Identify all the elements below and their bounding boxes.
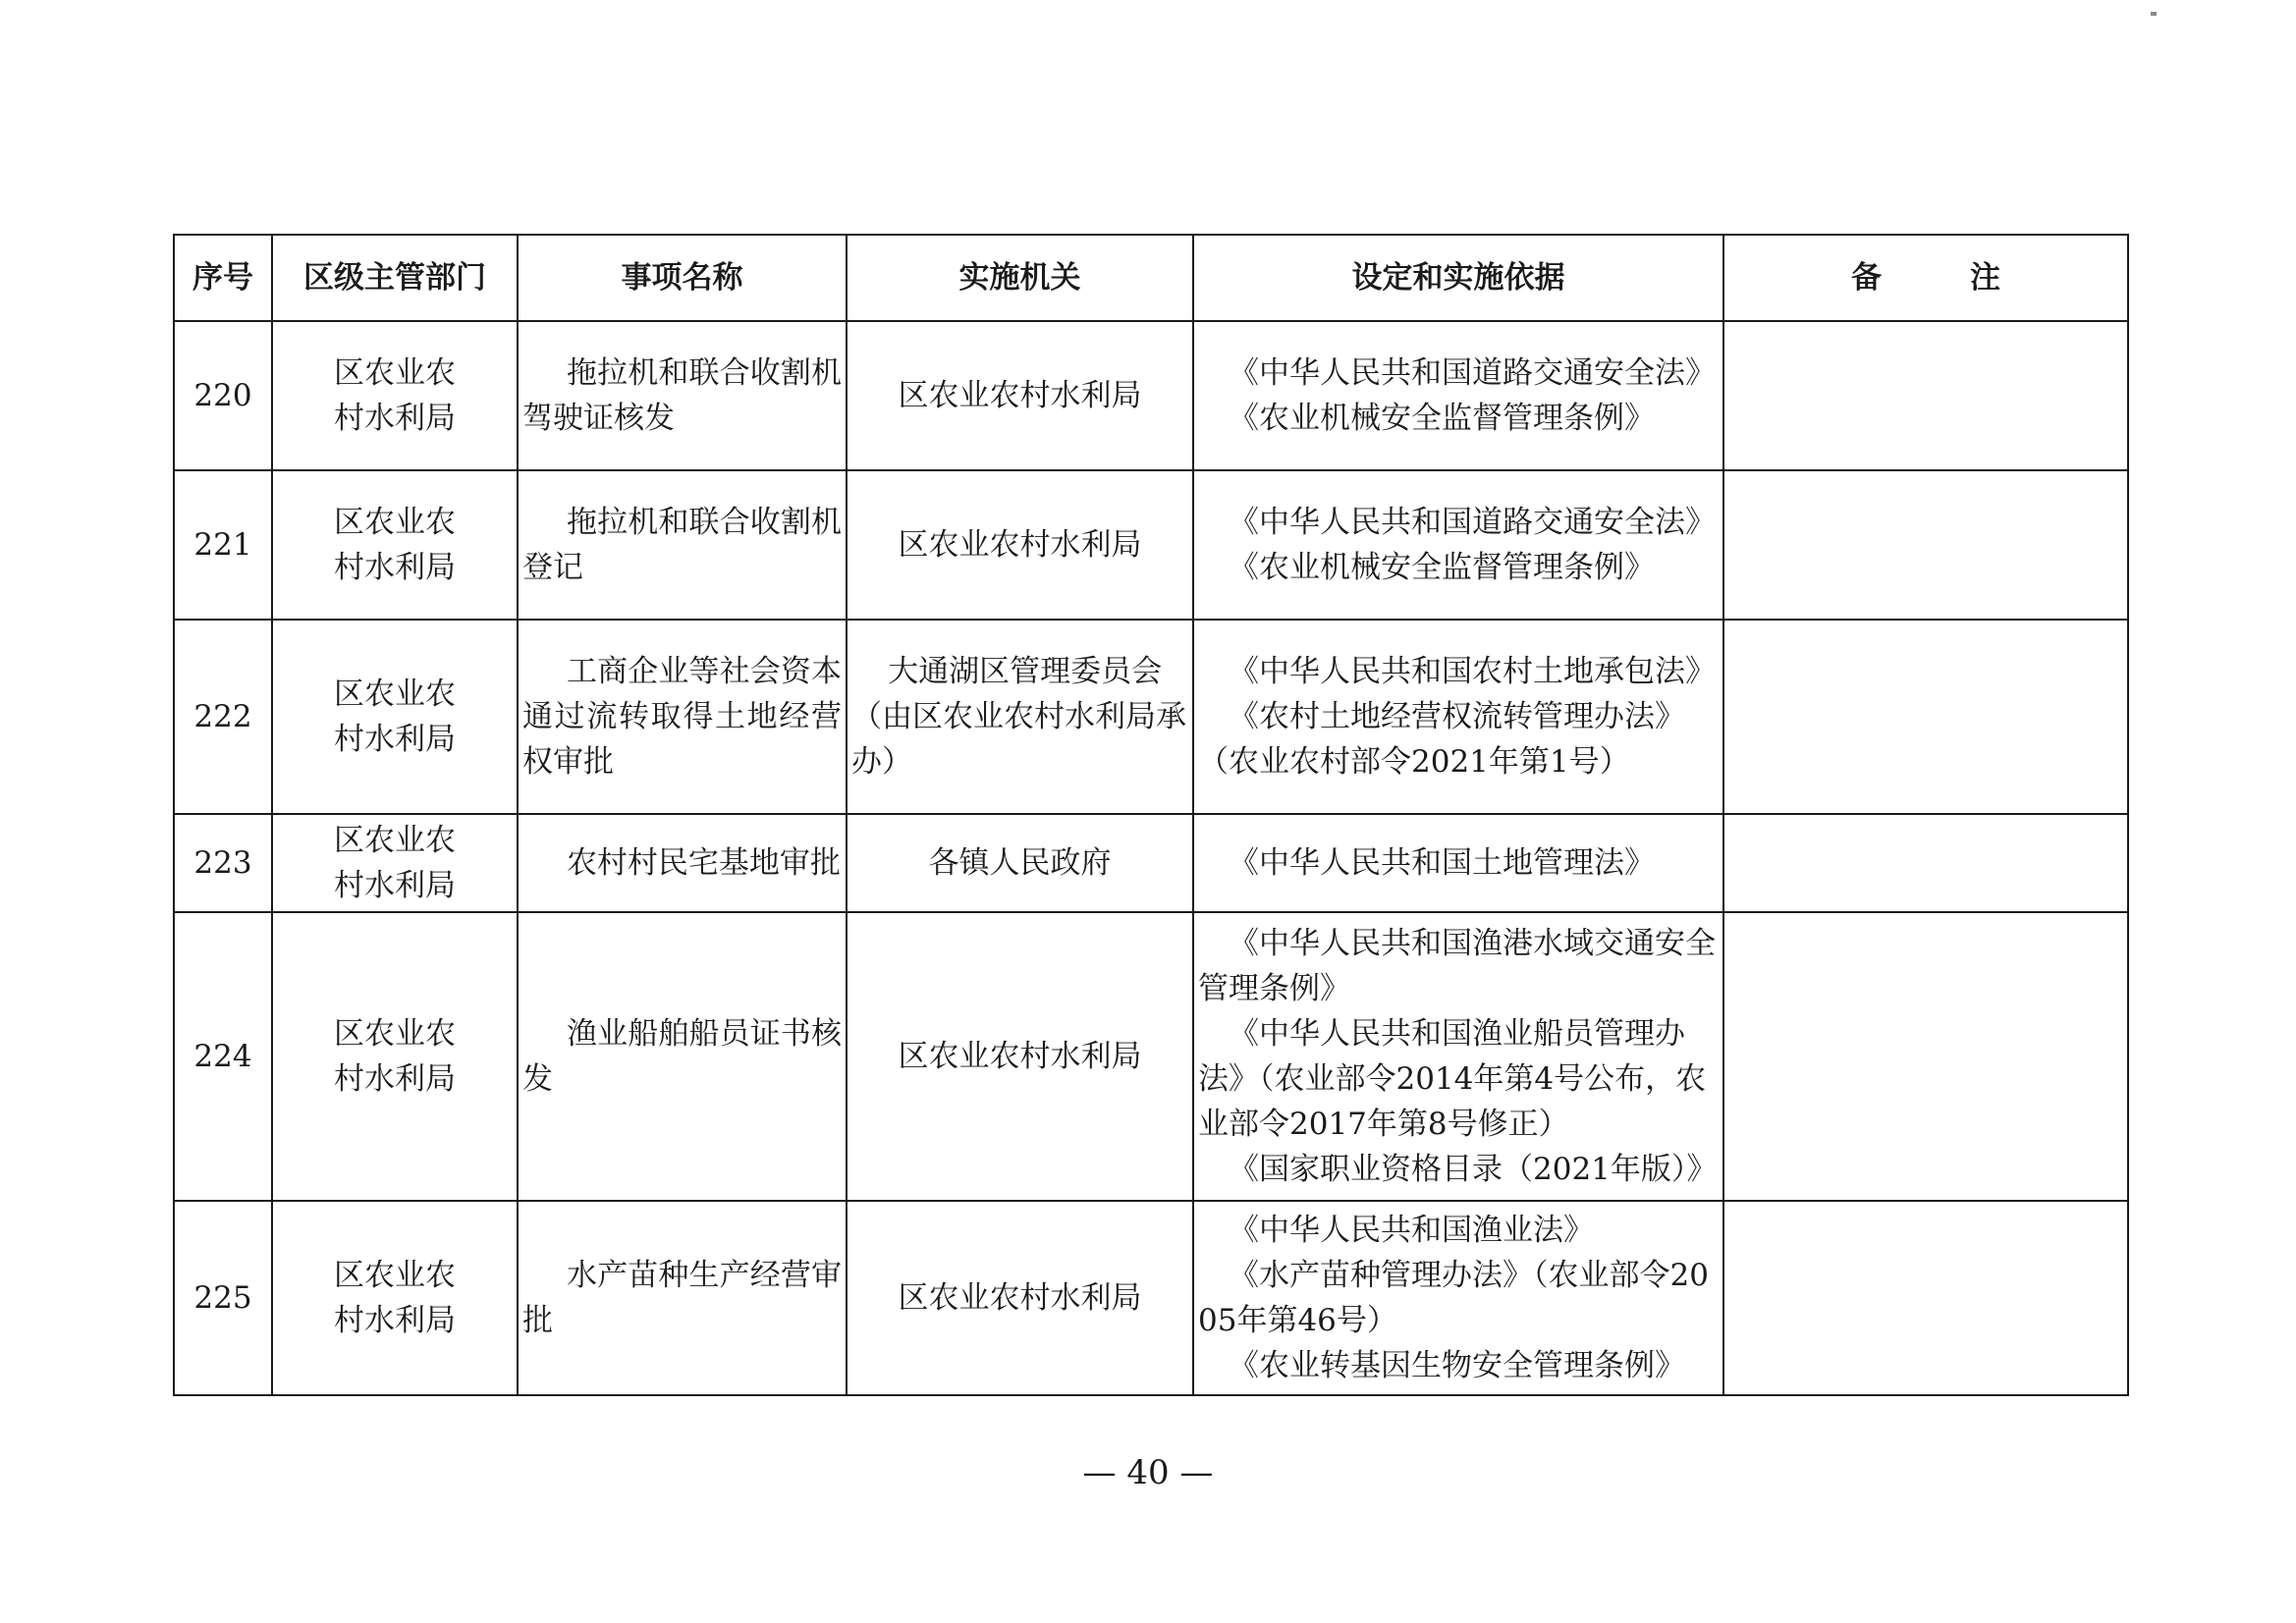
cell-basis bbox=[1193, 814, 1723, 912]
cell-seq: 223 bbox=[174, 814, 272, 912]
header-dept: 区级主管部门 bbox=[272, 235, 518, 321]
basis-line: 《中华人民共和国渔港水域交通安全管理条例》 bbox=[1198, 926, 1716, 1006]
cell-org: 区农业农村水利局 bbox=[847, 1201, 1193, 1395]
basis-line: 《农村土地经营权流转管理办法》（农业农村部令2021年第1号） bbox=[1198, 699, 1685, 780]
table-row bbox=[174, 321, 2128, 470]
items-table bbox=[173, 234, 2129, 1396]
table-header-row bbox=[174, 235, 2128, 321]
table-row bbox=[174, 470, 2128, 620]
cell-item: 拖拉机和联合收割机驾驶证核发 bbox=[518, 321, 847, 470]
basis-line: 《中华人民共和国土地管理法》 bbox=[1229, 845, 1655, 881]
table-row bbox=[174, 620, 2128, 814]
cell-remark bbox=[1723, 1201, 2128, 1395]
cell-item: 拖拉机和联合收割机登记 bbox=[518, 470, 847, 620]
cell-dept: 区农业农 村水利局 bbox=[272, 912, 518, 1201]
basis-line: 《中华人民共和国道路交通安全法》 bbox=[1229, 505, 1716, 540]
header-basis: 设定和实施依据 bbox=[1193, 235, 1723, 321]
cell-seq: 224 bbox=[174, 912, 272, 1201]
header-remark-a: 备 bbox=[1851, 260, 1882, 296]
cell-basis bbox=[1193, 912, 1723, 1201]
cell-org: 区农业农村水利局 bbox=[847, 321, 1193, 470]
cell-org: 大通湖区管理委员会（由区农业农村水利局承办） bbox=[847, 620, 1193, 814]
cell-basis bbox=[1193, 1201, 1723, 1395]
cell-item: 渔业船舶船员证书核发 bbox=[518, 912, 847, 1201]
cell-dept: 区农业农 村水利局 bbox=[272, 321, 518, 470]
cell-basis bbox=[1193, 321, 1723, 470]
cell-item: 工商企业等社会资本通过流转取得土地经营权审批 bbox=[518, 620, 847, 814]
basis-line: 《中华人民共和国农村土地承包法》 bbox=[1229, 654, 1716, 689]
basis-line: 《中华人民共和国道路交通安全法》 bbox=[1229, 355, 1716, 391]
cell-seq: 222 bbox=[174, 620, 272, 814]
cell-remark bbox=[1723, 814, 2128, 912]
cell-dept: 区农业农 村水利局 bbox=[272, 1201, 518, 1395]
basis-line: 《国家职业资格目录（2021年版）》 bbox=[1229, 1152, 1718, 1187]
cell-org: 区农业农村水利局 bbox=[847, 912, 1193, 1201]
header-remark bbox=[1723, 235, 2128, 321]
scan-mark bbox=[2151, 12, 2157, 16]
header-org: 实施机关 bbox=[847, 235, 1193, 321]
cell-dept: 区农业农 村水利局 bbox=[272, 814, 518, 912]
cell-seq: 225 bbox=[174, 1201, 272, 1395]
table-row bbox=[174, 912, 2128, 1201]
cell-remark bbox=[1723, 470, 2128, 620]
cell-dept: 区农业农 村水利局 bbox=[272, 470, 518, 620]
header-remark-b: 注 bbox=[1970, 260, 2000, 296]
cell-remark bbox=[1723, 912, 2128, 1201]
basis-line: 《农业转基因生物安全管理条例》 bbox=[1229, 1348, 1685, 1383]
basis-line: 《中华人民共和国渔业法》 bbox=[1229, 1213, 1594, 1248]
cell-item: 水产苗种生产经营审批 bbox=[518, 1201, 847, 1395]
cell-item: 农村村民宅基地审批 bbox=[518, 814, 847, 912]
header-seq: 序号 bbox=[174, 235, 272, 321]
cell-org: 区农业农村水利局 bbox=[847, 470, 1193, 620]
page-number: — 40 — bbox=[1082, 1453, 1214, 1492]
basis-line: 《中华人民共和国渔业船员管理办法》（农业部令2014年第4号公布，农业部令2017年第8号修正） bbox=[1198, 1016, 1707, 1142]
table-row bbox=[174, 814, 2128, 912]
basis-line: 《农业机械安全监督管理条例》 bbox=[1229, 401, 1655, 436]
cell-basis bbox=[1193, 470, 1723, 620]
cell-basis bbox=[1193, 620, 1723, 814]
cell-dept: 区农业农 村水利局 bbox=[272, 620, 518, 814]
cell-seq: 220 bbox=[174, 321, 272, 470]
basis-line: 《农业机械安全监督管理条例》 bbox=[1229, 550, 1655, 585]
cell-remark bbox=[1723, 321, 2128, 470]
basis-line: 《水产苗种管理办法》（农业部令2005年第46号） bbox=[1198, 1258, 1709, 1338]
cell-seq: 221 bbox=[174, 470, 272, 620]
cell-org: 各镇人民政府 bbox=[847, 814, 1193, 912]
cell-remark bbox=[1723, 620, 2128, 814]
table-row bbox=[174, 1201, 2128, 1395]
header-item: 事项名称 bbox=[518, 235, 847, 321]
